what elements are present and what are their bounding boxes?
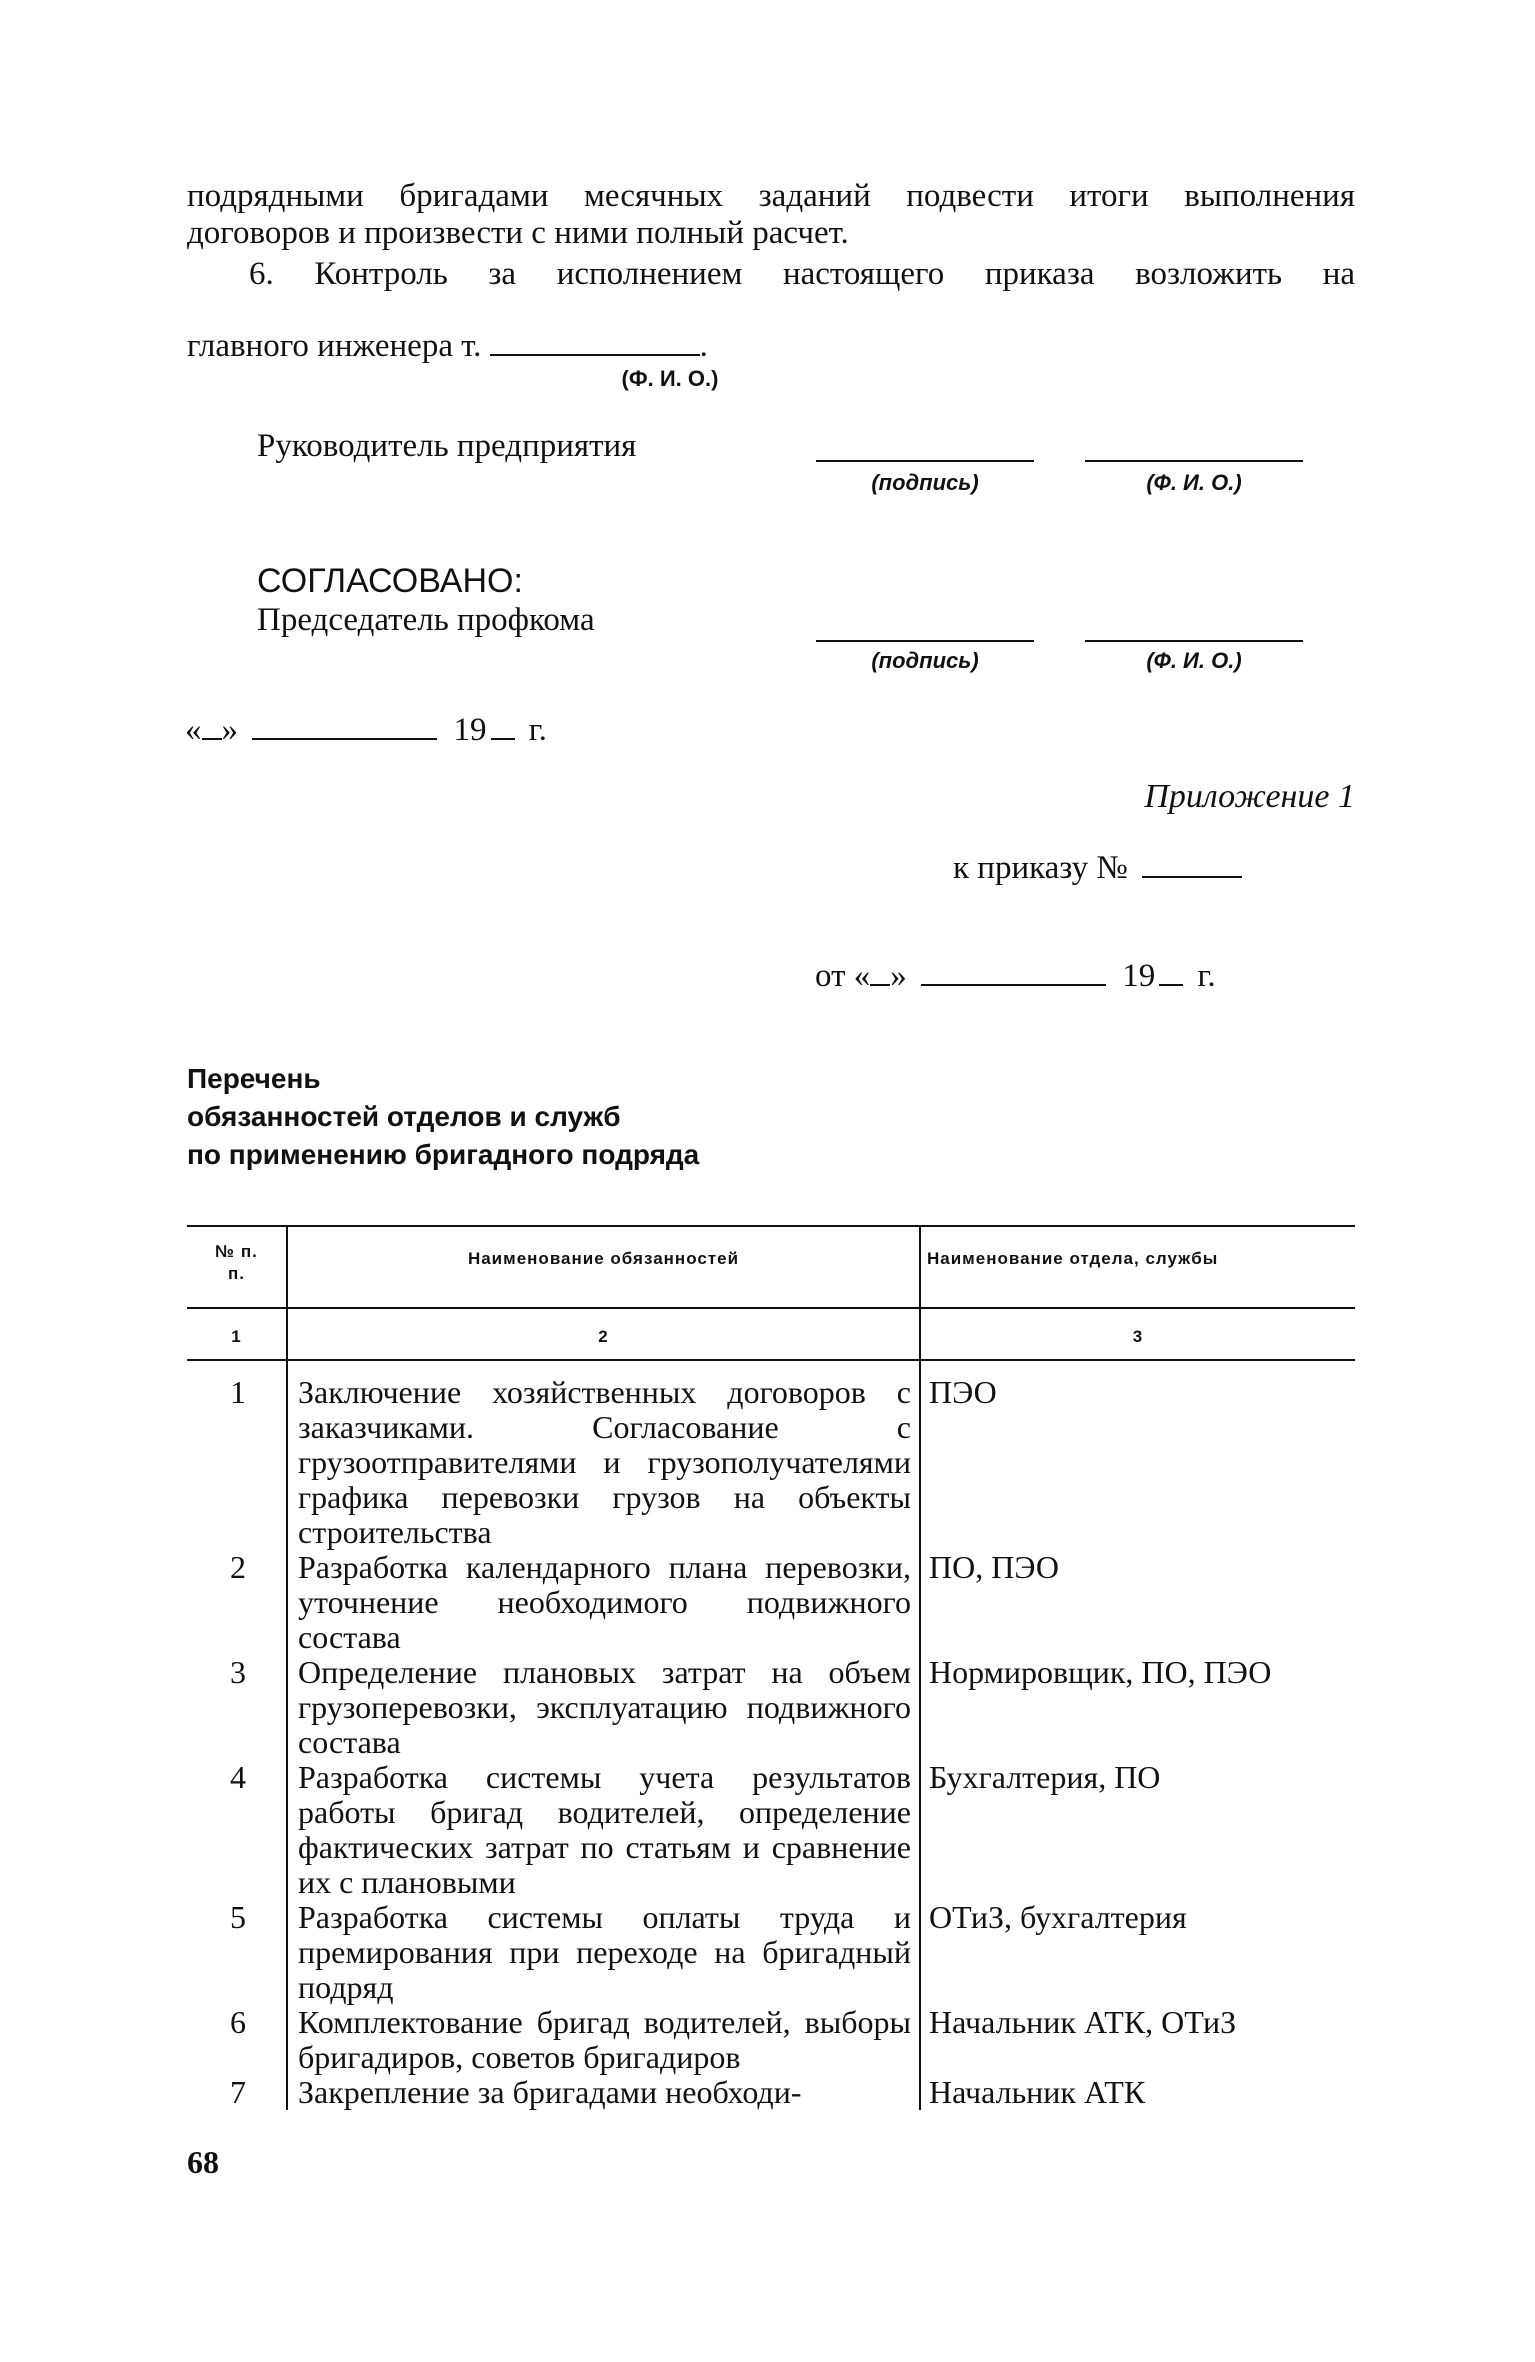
appendix-month-blank — [921, 960, 1106, 986]
table-row — [187, 1760, 1355, 1900]
head-label: Руководитель предприятия — [257, 428, 637, 464]
month-blank — [252, 714, 437, 740]
year-blank — [491, 714, 515, 740]
list-heading-line-1: Перечень — [187, 1063, 321, 1094]
agreement-date: « » 19 г. — [185, 712, 547, 748]
row-dept: Нормировщик, ПО, ПЭО — [929, 1654, 1272, 1690]
agreed-heading: СОГЛАСОВАНО: — [257, 562, 523, 600]
table-row — [187, 1550, 1355, 1655]
row-duty: Разработка календарного плана перевозки, уточнение необходимого подвижного состава — [287, 1550, 920, 1655]
appendix-day-blank — [870, 960, 890, 986]
header-duty: Наименование обязанностей — [287, 1226, 920, 1308]
chairman-signature-line — [816, 640, 1034, 642]
list-heading-line-2: обязанностей отделов и служб — [187, 1101, 621, 1132]
table-row — [187, 1900, 1355, 2005]
chief-engineer-fio-caption: (Ф. И. О.) — [621, 366, 719, 391]
row-duty: Определение плановых затрат на объем грузоперевозки, эксплуатацию подвижного состава — [287, 1655, 920, 1760]
appendix-year-blank — [1159, 960, 1183, 986]
header-dept: Наименование отдела, службы — [927, 1249, 1219, 1268]
row-duty: Комплектование бригад водителей, выборы бригадиров, советов бригадиров — [287, 2005, 920, 2075]
row-number: 2 — [230, 1549, 246, 1585]
header-num: № п. п. — [215, 1242, 258, 1283]
row-dept: ПЭО — [929, 1374, 997, 1410]
row-number: 4 — [230, 1759, 246, 1795]
intro-line-2: договоров и произвести с ними полный расчет. — [187, 215, 849, 251]
duties-table — [187, 1225, 1355, 2110]
table-header-row — [187, 1226, 1355, 1308]
table-row — [187, 2005, 1355, 2075]
row-duty: Разработка системы учета результатов работы бригад водителей, определение фактических затрат по статьям и сравнение их с плановыми — [287, 1760, 920, 1900]
appendix-order-ref: к приказу № — [953, 850, 1242, 887]
table-row — [187, 1360, 1355, 1550]
list-heading-line-3: по применению бригадного подряда — [187, 1139, 700, 1170]
chief-engineer-blank — [490, 326, 700, 356]
appendix-date: от « » 19 г. — [815, 958, 1216, 994]
head-signature-line — [816, 460, 1034, 462]
row-number: 3 — [230, 1654, 246, 1690]
row-duty: Закрепление за бригадами необходи- — [287, 2075, 920, 2110]
chief-engineer-line: главного инженера т. . — [187, 328, 708, 364]
row-dept: Начальник АТК, ОТиЗ — [929, 2004, 1237, 2040]
page-number: 68 — [187, 2144, 219, 2180]
list-heading — [187, 1060, 699, 1174]
chief-engineer-label: главного инженера т. — [187, 328, 482, 364]
chairman-fio-caption: (Ф. И. О.) — [1146, 648, 1242, 673]
head-fio-line — [1085, 460, 1303, 462]
intro-line-1: подрядными бригадами месячных заданий подвести итоги выполнения — [187, 178, 1355, 214]
row-number: 5 — [230, 1899, 246, 1935]
row-duty: Разработка системы оплаты труда и премирования при переходе на бригадный подряд — [287, 1900, 920, 2005]
row-dept: Начальник АТК — [929, 2074, 1146, 2110]
head-fio-caption: (Ф. И. О.) — [1146, 470, 1242, 495]
row-number: 6 — [230, 2004, 246, 2040]
row-duty: Заключение хозяйственных договоров с заказчиками. Согласование с грузоотправителями и грузополучателями графика перевозки грузов на объекты строительства — [287, 1360, 920, 1550]
intro-paragraph — [187, 178, 1355, 293]
order-number-blank — [1142, 850, 1242, 878]
table-row — [187, 1655, 1355, 1760]
table-number-row: 1 2 3 — [187, 1308, 1355, 1360]
appendix-title: Приложение 1 — [1144, 778, 1355, 815]
row-dept: ПО, ПЭО — [929, 1549, 1059, 1585]
row-number: 7 — [230, 2074, 246, 2110]
chairman-fio-line — [1085, 640, 1303, 642]
table-row — [187, 2075, 1355, 2110]
row-dept: Бухгалтерия, ПО — [929, 1759, 1161, 1795]
chairman-label: Председатель профкома — [257, 602, 595, 638]
head-signature-caption: (подпись) — [871, 470, 979, 495]
day-blank — [202, 714, 222, 740]
item-6-text: 6. Контроль за исполнением настоящего приказа возложить на — [249, 256, 1355, 292]
row-dept: ОТиЗ, бухгалтерия — [929, 1899, 1187, 1935]
row-number: 1 — [230, 1374, 246, 1410]
chairman-signature-caption: (подпись) — [871, 648, 979, 673]
